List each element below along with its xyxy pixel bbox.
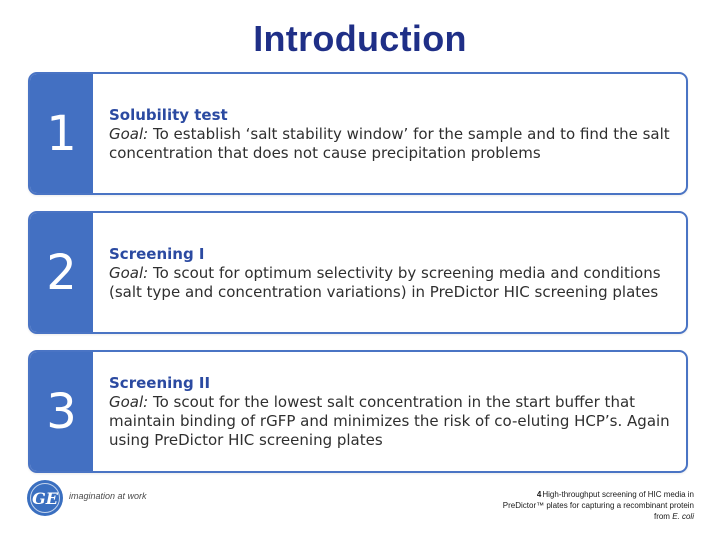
footnote-text: High-throughput screening of HIC media in PreDictor™ plates for capturing a recombinant protein from: [502, 490, 694, 521]
step-number-2: 2: [30, 213, 93, 332]
footnote: [494, 489, 694, 522]
step-goal-1: [109, 125, 676, 163]
goal-label-1: Goal:: [109, 124, 149, 143]
goal-label-3: Goal:: [109, 393, 149, 411]
step-heading-2: Screening I: [109, 244, 205, 263]
ge-logo-icon: GE: [27, 480, 63, 516]
step-content-2: [109, 213, 676, 332]
step-goal-2: [109, 264, 676, 302]
step-goal-3: [109, 393, 676, 450]
step-content-1: [109, 74, 676, 193]
goal-text-3: To scout for the lowest salt concentration in the start buffer that maintain binding of rGFP and minimizes the risk of co-eluting HCP’s. Again using PreDictor HIC screening plates: [109, 393, 670, 449]
step-card-3: [28, 350, 688, 473]
step-card-2: [28, 211, 688, 334]
goal-text-2: To scout for optimum selectivity by screening media and conditions (salt type and concentration variations) in PreDictor HIC screening plates: [109, 263, 661, 301]
step-content-3: [109, 352, 676, 471]
step-heading-1: Solubility test: [109, 105, 228, 124]
step-heading-3: Screening II: [109, 374, 211, 392]
slide-title: Introduction: [253, 18, 467, 59]
step-card-1: [28, 72, 688, 195]
goal-label-2: Goal:: [109, 263, 149, 282]
step-number-1: 1: [30, 74, 93, 193]
company-tagline: imagination at work: [69, 491, 147, 501]
footnote-organism: E. coli: [672, 512, 694, 521]
goal-text-1: To establish ‘salt stability window’ for the sample and to find the salt concentration that does not cause precipitation problems: [109, 124, 670, 162]
step-number-3: 3: [30, 352, 93, 471]
page-number: 4: [536, 490, 542, 499]
